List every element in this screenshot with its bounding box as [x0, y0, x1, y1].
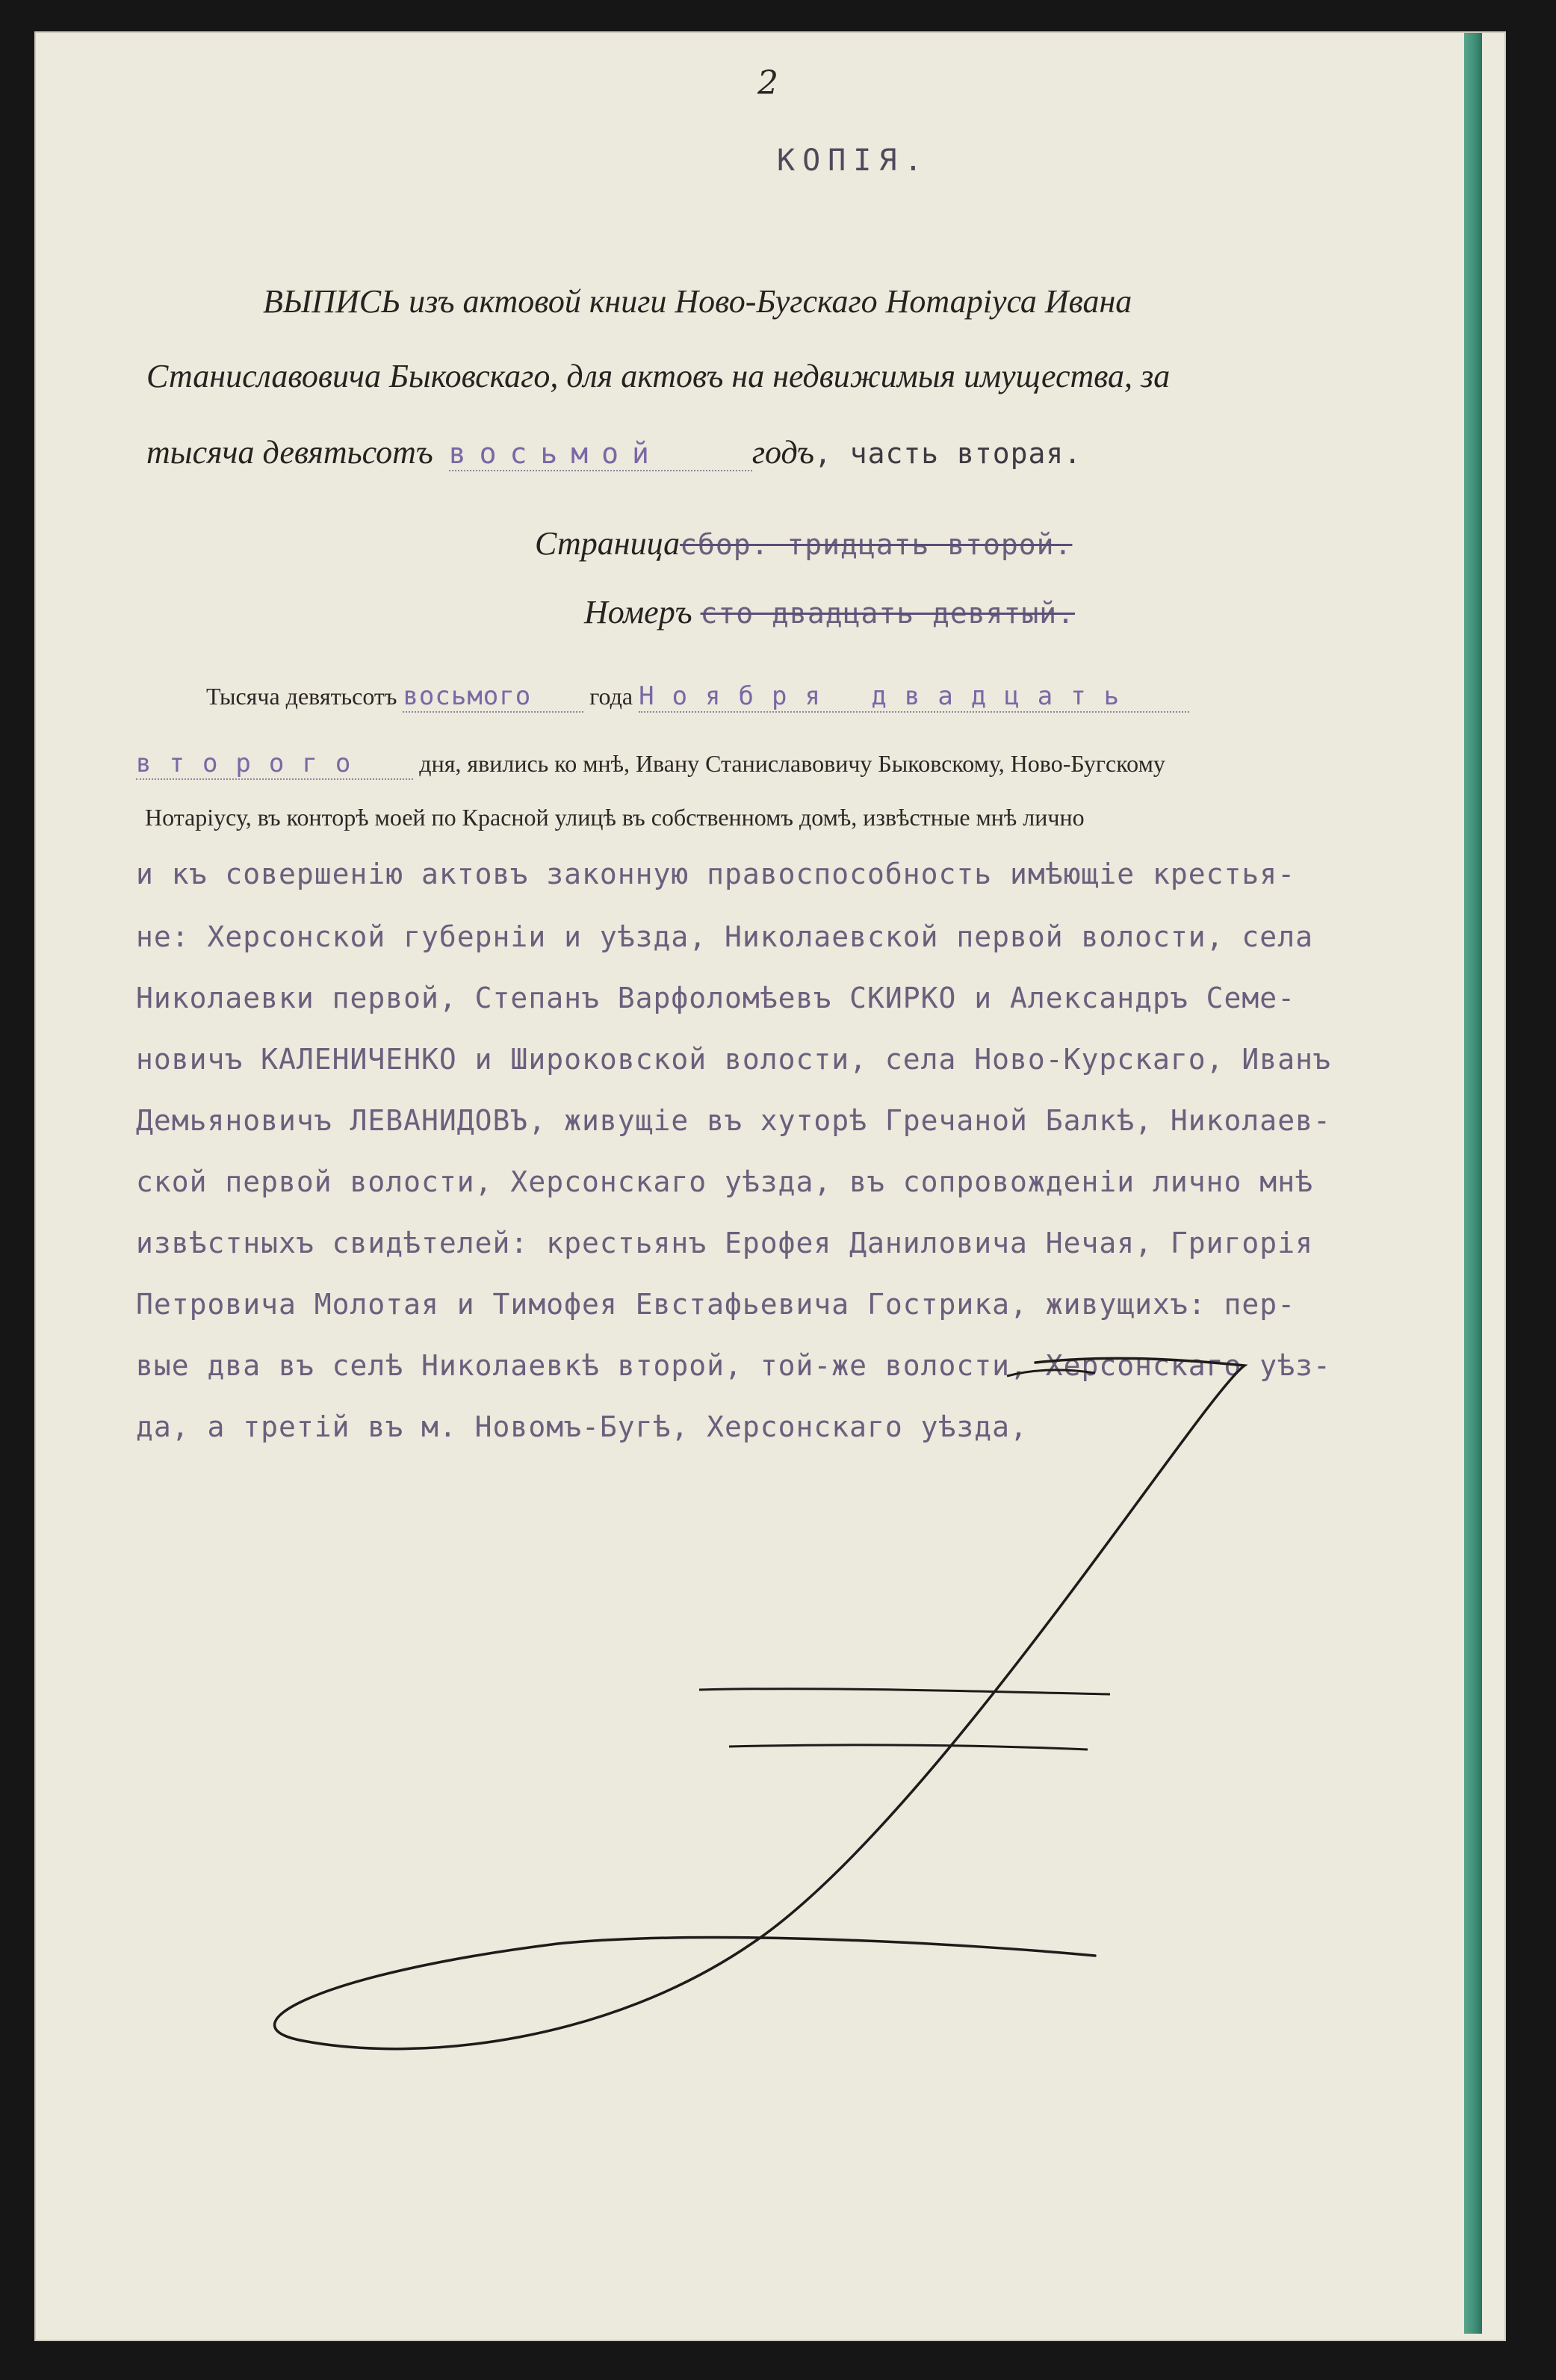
body-line-7: извѣстныхъ свидѣтелей: крестьянъ Ерофея Даниловича Нечая, Григорія: [136, 1227, 1313, 1259]
date-year-fill: восьмого: [403, 681, 583, 713]
heading-line-3-suffix: , часть вторая.: [813, 437, 1082, 470]
date-prefix: Тысяча девятьсотъ: [206, 683, 397, 710]
body-line-9: вые два въ селѣ Николаевкѣ второй, той-же волости, Херсонскаго уѣз-: [136, 1349, 1331, 1382]
date-suffix: дня, явились ко мнѣ, Ивану Станиславовичу Быковскому, Ново-Бугскому: [419, 750, 1165, 777]
document-page: [34, 31, 1506, 2341]
heading-line-3-mid: годъ: [751, 434, 814, 471]
heading-line-1-text: ВЫПИСЬ изъ актовой книги Ново-Бугскаго Нотаріуса Ивана: [263, 283, 1132, 320]
document-title: КОПІЯ.: [777, 143, 930, 178]
heading-line-3-prefix: тысяча девятьсотъ: [146, 434, 433, 471]
date-line-3: Нотаріусу, въ конторѣ моей по Красной улицѣ въ собственномъ домѣ, извѣстные мнѣ лично: [145, 804, 1085, 831]
body-line-8: Петровича Молотая и Тимофея Евстафьевича Гострика, живущихъ: пер-: [136, 1288, 1296, 1321]
body-line-4: новичъ КАЛЕНИЧЕНКО и Широковской волости, села Ново-Курскаго, Иванъ: [136, 1043, 1331, 1076]
body-line-5: Демьяновичъ ЛЕВАНИДОВЪ, живущіе въ хуторѣ Гречаной Балкѣ, Николаев-: [136, 1104, 1331, 1137]
body-line-2: не: Херсонской губерніи и уѣзда, Николаевской первой волости, села: [136, 920, 1313, 953]
body-line-10: да, а третій въ м. Новомъ-Бугѣ, Херсонскаго уѣзда,: [136, 1410, 1028, 1443]
body-line-6: ской первой волости, Херсонскаго уѣзда, въ сопровожденіи лично мнѣ: [136, 1165, 1313, 1198]
heading-line-2: Станиславовича Быковскаго, для актовъ на недвижимыя имущества, за: [146, 358, 1171, 394]
body-line-3: Николаевки первой, Степанъ Варфоломѣевъ СКИРКО и Александръ Семе-: [136, 982, 1296, 1014]
page-number: 2: [757, 64, 778, 102]
number-ref-label: Номеръ: [584, 594, 692, 630]
green-binding-edge: [1464, 33, 1482, 2334]
number-ref-value: сто двадцать девятый.: [700, 597, 1075, 630]
date-day-fill: второго: [136, 749, 413, 780]
cancellation-z-mark: [34, 31, 1506, 2341]
date-month-fill: Ноября двадцать: [639, 681, 1189, 713]
year-word-fill: восьмой: [449, 437, 752, 471]
page-ref-label: Страница: [535, 525, 681, 562]
body-line-1: и къ совершенію актовъ законную правоспособность имѣющіе крестья-: [136, 858, 1296, 890]
date-mid: года: [589, 683, 633, 710]
page-ref-value: сбор. тридцать второй.: [680, 528, 1073, 561]
